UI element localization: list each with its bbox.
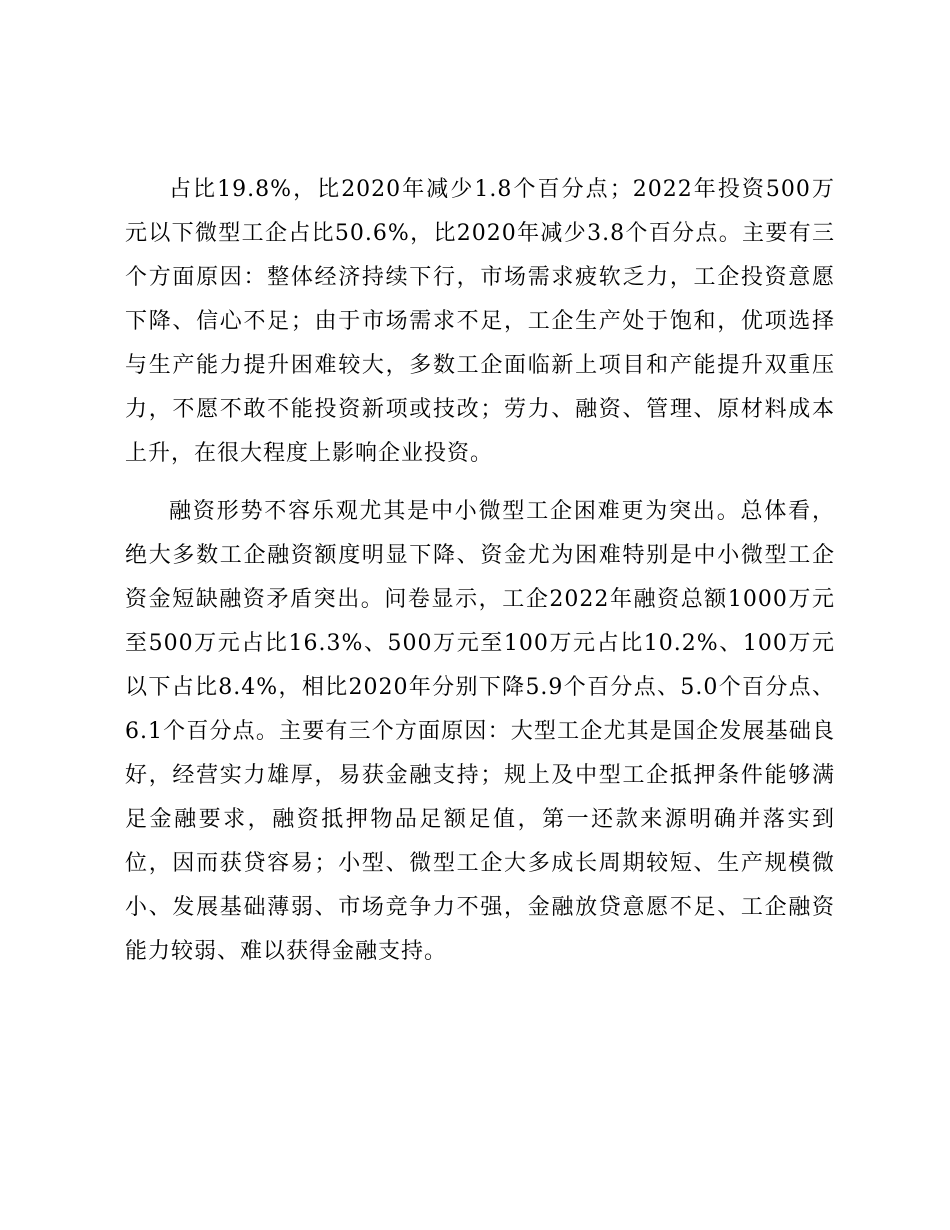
paragraph-financing: 融资形势不容乐观尤其是中小微型工企困难更为突出。总体看，绝大多数工企融资额度明显下降、资金尤为困难特别是中小微型工企资金短缺融资矛盾突出。问卷显示，工企2022年融资总额1000万元至500万元占比16.3%、500万元至100万元占比10.2%、100万元以下占比8.4%，相比2020年分别下降5.9个百分点、5.0个百分点、6.1个百分点。主要有三个方面原因：大型工企尤其是国企发展基础良好，经营实力雄厚，易获金融支持；规上及中型工企抵押条件能够满足金融要求，融资抵押物品足额足值，第一还款来源明确并落实到位，因而获贷容易；小型、微型工企大多成长周期较短、生产规模微小、发展基础薄弱、市场竞争力不强，金融放贷意愿不足、工企融资能力较弱、难以获得金融支持。 xyxy=(125,499,835,964)
document-body xyxy=(125,168,835,974)
paragraph-investment: 占比19.8%，比2020年减少1.8个百分点；2022年投资500万元以下微型工企占比50.6%，比2020年减少3.8个百分点。主要有三个方面原因：整体经济持续下行，市场需求疲软乏力，工企投资意愿下降、信心不足；由于市场需求不足，工企生产处于饱和，优项选择与生产能力提升困难较大，多数工企面临新上项目和产能提升双重压力，不愿不敢不能投资新项或技改；劳力、融资、管理、原材料成本上升，在很大程度上影响企业投资。 xyxy=(125,177,835,466)
